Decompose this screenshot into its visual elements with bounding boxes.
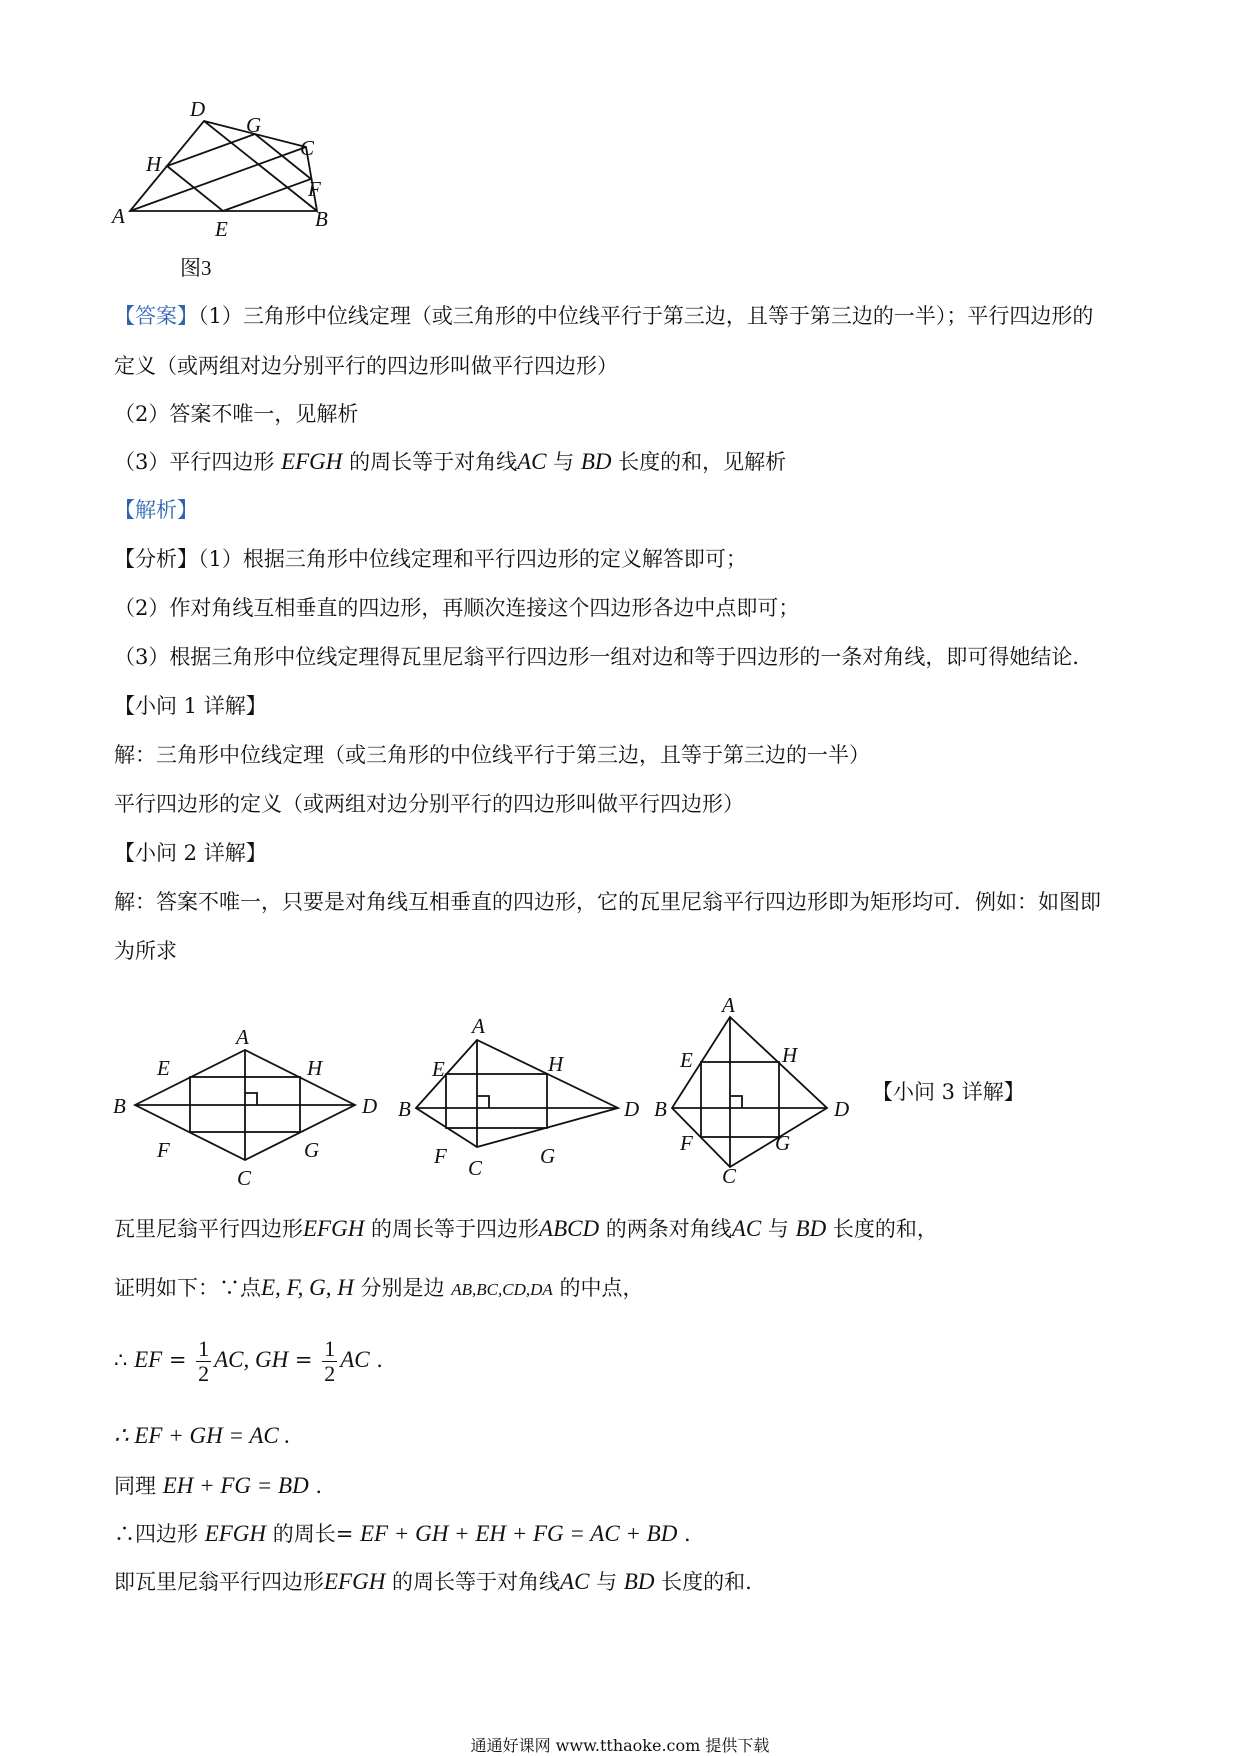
svg-text:B: B bbox=[654, 1097, 667, 1121]
q1-line-1: 解：三角形中位线定理（或三角形的中位线平行于第三边，且等于第三边的一半） bbox=[114, 743, 870, 767]
q3-statement: 瓦里尼翁平行四边形EFGH 的周长等于四边形ABCD 的两条对角线AC 与 BD 长度的和， bbox=[114, 1216, 938, 1241]
analysis-tag: 【解析】 bbox=[114, 498, 198, 522]
svg-text:H: H bbox=[782, 1043, 798, 1067]
q1-heading: 【小问 1 详解】 bbox=[114, 694, 267, 718]
svg-text:F: F bbox=[434, 1144, 447, 1168]
example-figures bbox=[110, 985, 860, 1195]
figure-3-diagram bbox=[100, 90, 360, 285]
svg-text:F: F bbox=[157, 1138, 170, 1162]
label-H: H bbox=[146, 152, 162, 176]
svg-text:D: D bbox=[834, 1097, 850, 1121]
label-A: A bbox=[112, 204, 125, 228]
svg-text:E: E bbox=[680, 1048, 693, 1072]
analysis-line-1: 【分析】（1）根据三角形中位线定理和平行四边形的定义解答即可； bbox=[114, 547, 747, 571]
analysis-line-3: （3）根据三角形中位线定理得瓦里尼翁平行四边形一组对边和等于四边形的一条对角线，即可得她结论． bbox=[114, 645, 1094, 669]
svg-text:A: A bbox=[722, 993, 735, 1017]
q3-conclusion: 即瓦里尼翁平行四边形EFGH 的周长等于对角线AC 与 BD 长度的和. bbox=[114, 1569, 752, 1594]
svg-text:H: H bbox=[307, 1056, 323, 1080]
q2-heading: 【小问 2 详解】 bbox=[114, 841, 267, 865]
label-D: D bbox=[190, 97, 206, 121]
answer-line-2: 定义（或两组对边分别平行的四边形叫做平行四边形） bbox=[114, 354, 618, 378]
analysis-line-2: （2）作对角线互相垂直的四边形，再顺次连接这个四边形各边中点即可； bbox=[114, 596, 800, 620]
q1-line-2: 平行四边形的定义（或两组对边分别平行的四边形叫做平行四边形） bbox=[114, 792, 744, 816]
svg-text:E: E bbox=[432, 1057, 445, 1081]
q3-proof-perimeter: ∴四边形 EFGH 的周长= EF + GH + EH + FG = AC + BD . bbox=[114, 1521, 691, 1546]
q2-line-1: 解：答案不唯一，只要是对角线互相垂直的四边形，它的瓦里尼翁平行四边形即为矩形均可．例如：如图即 bbox=[114, 890, 1101, 914]
q3-proof-fraction: ∴ EF = $\frac{1}{2}$ AC, GH = $\frac{1}{2}$ AC . bbox=[114, 1336, 383, 1386]
svg-text:H: H bbox=[548, 1052, 564, 1076]
svg-text:E: E bbox=[157, 1056, 170, 1080]
svg-text:A: A bbox=[236, 1025, 249, 1049]
svg-text:G: G bbox=[775, 1131, 791, 1155]
svg-text:G: G bbox=[540, 1144, 556, 1168]
svg-text:C: C bbox=[722, 1164, 737, 1188]
svg-text:D: D bbox=[624, 1097, 640, 1121]
q2-line-2: 为所求 bbox=[114, 939, 177, 963]
svg-text:B: B bbox=[398, 1097, 411, 1121]
figure-caption: 图3 bbox=[180, 256, 212, 280]
answer-line-1: 【答案】（1）三角形中位线定理（或三角形的中位线平行于第三边，且等于第三边的一半）；平行四边形的 bbox=[114, 304, 1094, 328]
svg-text:C: C bbox=[237, 1166, 252, 1190]
answer-line-4: （3）平行四边形 EFGH 的周长等于对角线AC 与 BD 长度的和，见解析 bbox=[114, 449, 787, 474]
svg-text:C: C bbox=[468, 1156, 483, 1180]
page-footer: 通通好课网 www.tthaoke.com 提供下载 bbox=[470, 1736, 770, 1755]
label-F: F bbox=[308, 177, 321, 201]
label-G: G bbox=[246, 113, 262, 137]
q3-heading: 【小问 3 详解】 bbox=[872, 1080, 1025, 1104]
svg-text:G: G bbox=[304, 1138, 320, 1162]
answer-line-3: （2）答案不唯一，见解析 bbox=[114, 402, 359, 426]
label-E: E bbox=[215, 217, 228, 241]
label-B: B bbox=[315, 207, 328, 231]
svg-text:A: A bbox=[472, 1014, 485, 1038]
q3-proof-similar: 同理 EH + FG = BD . bbox=[114, 1473, 323, 1498]
label-C: C bbox=[300, 136, 315, 160]
q3-proof-given: 证明如下：∵点E, F, G, H 分别是边 AB,BC,CD,DA 的中点， bbox=[114, 1275, 644, 1300]
svg-text:D: D bbox=[362, 1094, 378, 1118]
answer-tag: 【答案】 bbox=[114, 304, 198, 328]
q3-proof-sum: ∴ EF + GH = AC . bbox=[114, 1423, 291, 1448]
svg-text:B: B bbox=[113, 1094, 126, 1118]
svg-text:F: F bbox=[680, 1131, 693, 1155]
